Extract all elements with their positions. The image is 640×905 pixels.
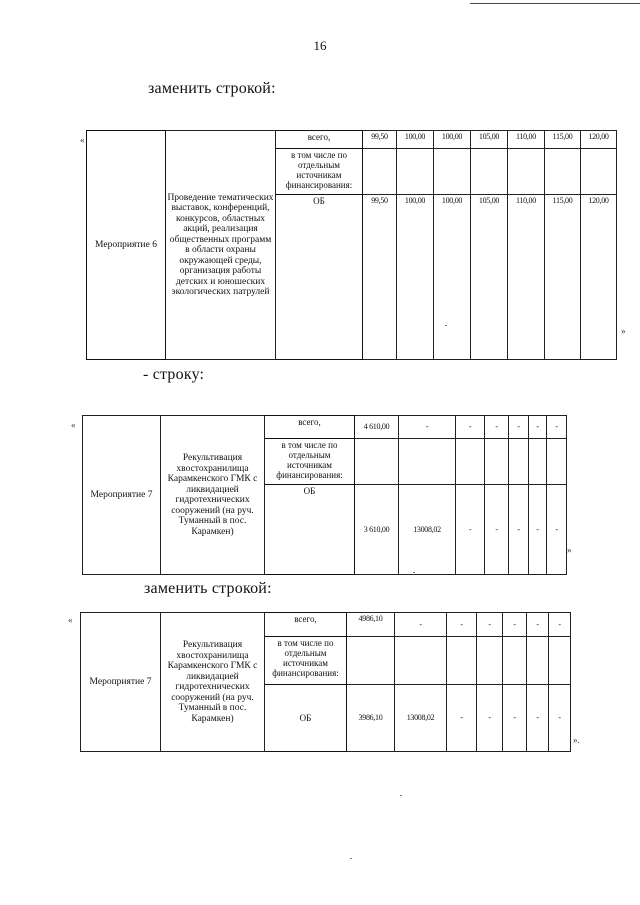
total-value: -	[485, 416, 509, 439]
replace-heading-1: заменить строкой:	[148, 80, 276, 97]
scan-speck	[350, 858, 352, 859]
open-quote-2: «	[71, 420, 76, 430]
total-value: 105,00	[471, 131, 508, 149]
scan-speck	[413, 572, 415, 573]
ob-value: 100,00	[397, 195, 434, 360]
total-value: -	[395, 613, 447, 637]
total-value: -	[549, 613, 571, 637]
ob-value: -	[503, 685, 527, 752]
ob-value: 100,00	[434, 195, 471, 360]
ob-value: 13008,02	[395, 685, 447, 752]
total-value: -	[527, 613, 549, 637]
total-value: 4 610,00	[355, 416, 399, 439]
ob-value: -	[447, 685, 477, 752]
event-name-cell: Рекультивация хвостохранилища Карамкенского ГМК с ликвидацией гидротехнических сооружений (на руч. Туманный в пос. Карамкен)	[161, 416, 265, 575]
ob-value: -	[529, 485, 547, 575]
total-value: -	[503, 613, 527, 637]
row-heading: - строку:	[143, 366, 205, 383]
open-quote-3: «	[68, 615, 73, 625]
ob-value: -	[547, 485, 567, 575]
total-value: -	[456, 416, 485, 439]
table-event-7-new	[80, 612, 571, 752]
event-name-cell: Рекультивация хвостохранилища Карамкенского ГМК с ликвидацией гидротехнических сооружений (на руч. Туманный в пос. Карамкен)	[161, 613, 265, 752]
close-quote-1: »	[621, 326, 626, 336]
close-quote-3: ».	[573, 735, 580, 745]
total-value: -	[547, 416, 567, 439]
total-value: -	[529, 416, 547, 439]
ob-value: -	[509, 485, 529, 575]
ob-value: 115,00	[545, 195, 581, 360]
total-value: 120,00	[581, 131, 617, 149]
ob-value: 99,50	[363, 195, 397, 360]
table-event-7-old	[82, 415, 567, 575]
ob-label: ОБ	[265, 485, 355, 575]
close-quote-2: »	[567, 545, 572, 555]
ob-label: ОБ	[276, 195, 363, 360]
total-label: всего,	[265, 613, 347, 637]
sources-label: в том числе по отдельным источникам финансирования:	[265, 637, 347, 685]
ob-value: 3 610,00	[355, 485, 399, 575]
sources-label: в том числе по отдельным источникам финансирования:	[265, 439, 355, 485]
top-rule	[470, 3, 640, 4]
sources-label: в том числе по отдельным источникам финансирования:	[276, 149, 363, 195]
ob-value: 120,00	[581, 195, 617, 360]
ob-value: -	[485, 485, 509, 575]
event-cell: Мероприятие 7	[81, 613, 161, 752]
ob-value: 3986,10	[347, 685, 395, 752]
total-value: 4986,10	[347, 613, 395, 637]
total-value: -	[447, 613, 477, 637]
ob-value: -	[527, 685, 549, 752]
ob-label: ОБ	[265, 685, 347, 752]
open-quote-1: «	[80, 135, 85, 145]
event-cell: Мероприятие 7	[83, 416, 161, 575]
total-value: 100,00	[397, 131, 434, 149]
ob-value: 110,00	[508, 195, 545, 360]
total-value: -	[509, 416, 529, 439]
total-value: 110,00	[508, 131, 545, 149]
total-value: 115,00	[545, 131, 581, 149]
scan-speck	[445, 325, 447, 326]
ob-value: -	[549, 685, 571, 752]
total-value: 100,00	[434, 131, 471, 149]
ob-value: -	[477, 685, 503, 752]
ob-value: 13008,02	[399, 485, 456, 575]
ob-value: -	[456, 485, 485, 575]
total-label: всего,	[265, 416, 355, 439]
page-number: 16	[313, 38, 327, 53]
table-event-6	[86, 130, 617, 360]
total-label: всего,	[276, 131, 363, 149]
event-name-cell: Проведение тематических выставок, конференций, конкурсов, областных акций, реализация общественных программ в области охраны окружающей среды, организация работы детских и юношеских экологических патрулей	[166, 131, 276, 360]
replace-heading-2: заменить строкой:	[144, 580, 272, 597]
total-value: 99,50	[363, 131, 397, 149]
scan-speck	[400, 795, 402, 796]
total-value: -	[477, 613, 503, 637]
event-cell: Мероприятие 6	[87, 131, 166, 360]
ob-value: 105,00	[471, 195, 508, 360]
total-value: -	[399, 416, 456, 439]
